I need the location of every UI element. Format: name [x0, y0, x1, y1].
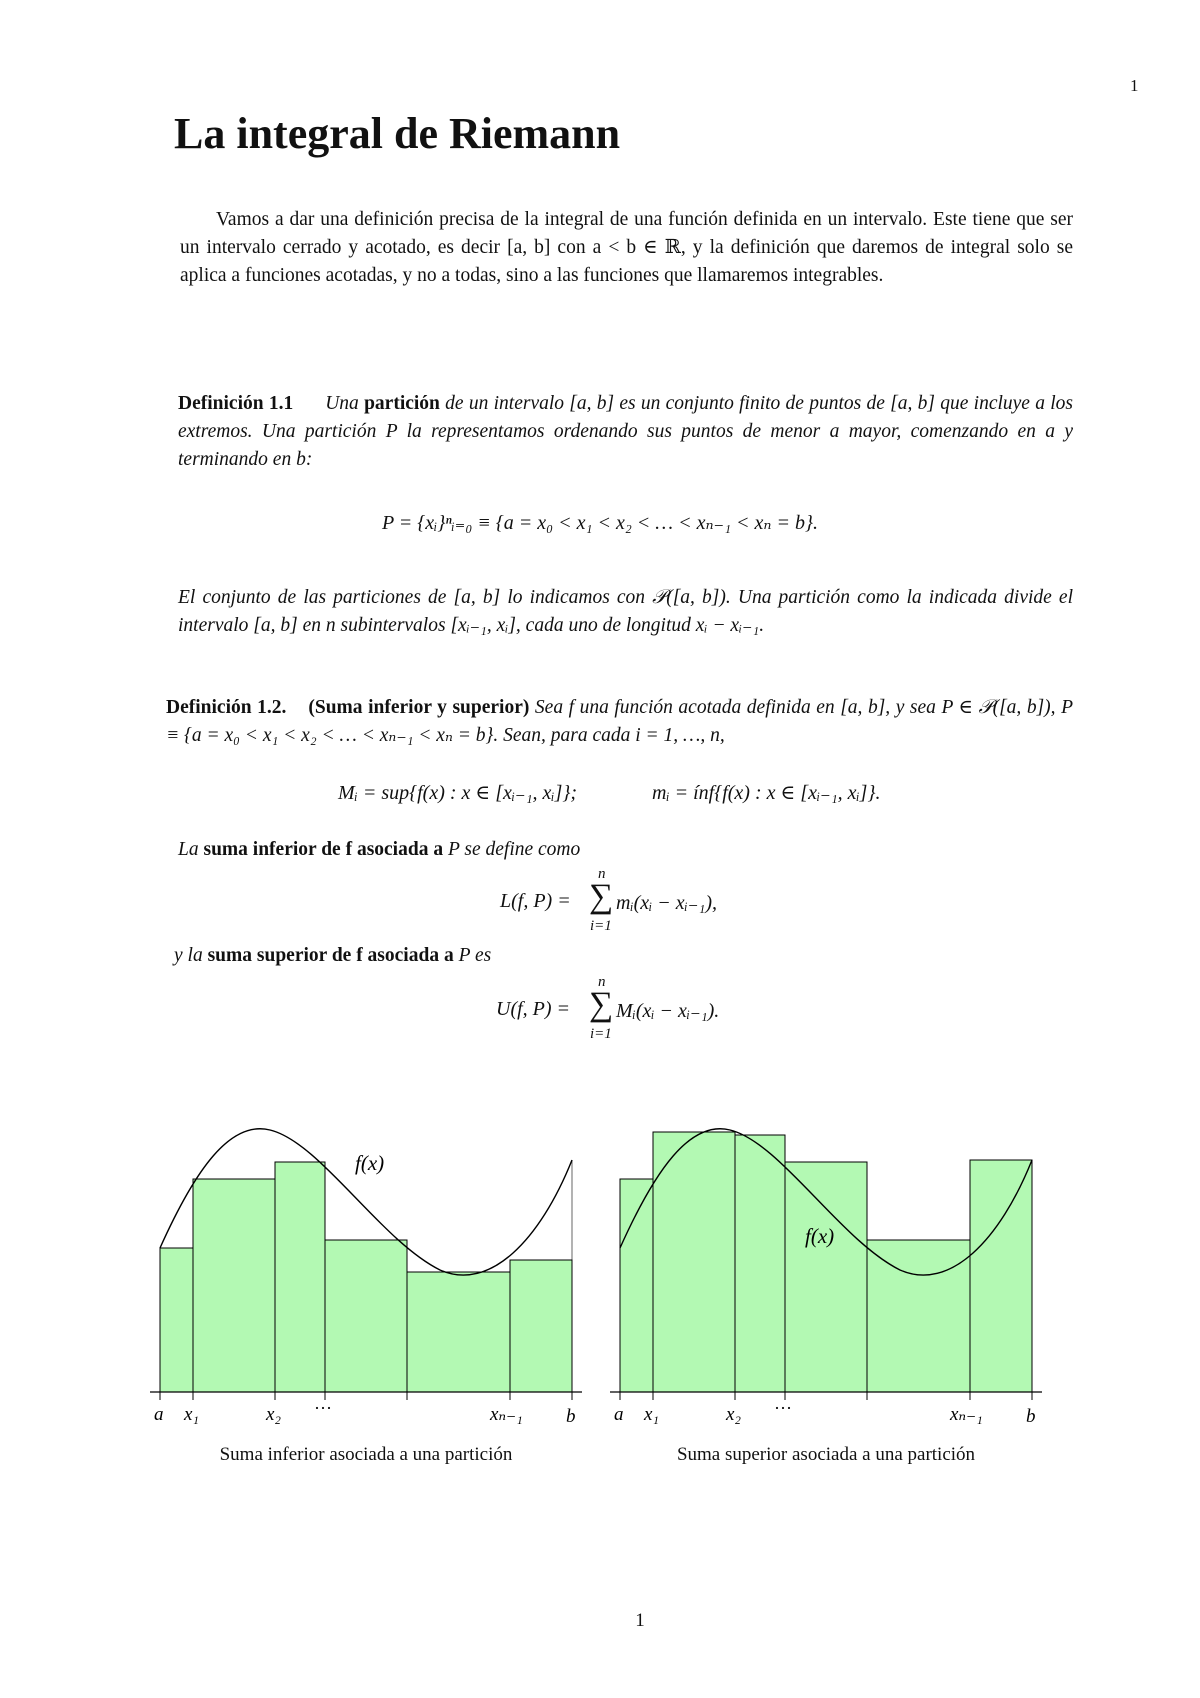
upper-bar-2 [653, 1132, 735, 1392]
sum-sign: ∑ [589, 878, 614, 915]
lower-rhs: mᵢ(xᵢ − xᵢ₋₁), [616, 892, 718, 914]
upper-term: suma superior de f asociada a [207, 945, 454, 966]
lower-bar-4 [325, 1240, 407, 1392]
upper-bar-6 [970, 1160, 1032, 1392]
lower-bar-2 [193, 1179, 275, 1392]
def1-after: El conjunto de las particiones de [a, b] lo indicamos con 𝒫([a, b]). Una partición como la indicada divide el intervalo [a, b] en n subintervalos [xᵢ₋₁, xᵢ], cada uno de longitud xᵢ − xᵢ₋₁. [178, 587, 1073, 636]
lower-tick-dots: ··· [314, 1398, 332, 1418]
sum-top-n-2: n [598, 974, 606, 990]
lower-bar-5 [407, 1272, 510, 1392]
lower-tick-xn1: xₙ₋₁ [490, 1404, 523, 1425]
sum-sign-2: ∑ [589, 986, 614, 1023]
upper-curve-label: f(x) [805, 1224, 835, 1248]
def1-text: de un intervalo [a, b] es un conjunto finito de puntos de [a, b] que incluye a los extremos. Una partición P la representamos ordenando sus puntos de menor a mayor, comenzando en a y terminando en b: [178, 393, 1073, 470]
def2-sup-equation: Mᵢ = sup{f(x) : x ∈ [xᵢ₋₁, xᵢ]}; [338, 782, 578, 804]
upper-bar-4 [785, 1162, 867, 1392]
lower-post: P se define como [443, 839, 581, 860]
upper-post: P es [453, 945, 492, 966]
lower-sum-bars [160, 1162, 572, 1392]
upper-bar-1 [620, 1179, 653, 1392]
lower-bar-3 [275, 1162, 325, 1392]
sum-bottom-2: i=1 [590, 1026, 612, 1042]
def1-label: Definición 1.1 [178, 393, 294, 414]
def1-equation: P = {xᵢ}ⁿᵢ₌₀ ≡ {a = x₀ < x₁ < x₂ < … < xₙ₋₁ < xₙ = b}. [381, 512, 819, 534]
lower-tick-x2: x₂ [266, 1404, 282, 1425]
upper-tick-x1: x₁ [644, 1404, 660, 1425]
lower-pre: La [178, 839, 204, 860]
def1-term: partición [364, 393, 440, 414]
lower-bar-6 [510, 1260, 572, 1392]
page-title: La integral de Riemann [174, 109, 621, 158]
lower-bar-1 [160, 1248, 193, 1392]
sum-bottom: i=1 [590, 918, 612, 934]
upper-lhs: U(f, P) = [496, 998, 571, 1020]
lower-tick-a: a [154, 1404, 164, 1425]
intro-paragraph: Vamos a dar una definición precisa de la integral de una función definida en un intervalo. Este tiene que ser un intervalo cerrado y acotado, es decir [a, b] con a < b ∈ ℝ, y la definición que daremos de integral solo se aplica a funciones acotadas, y no a todas, sino a las funciones que llamaremos integrables. [180, 209, 1073, 286]
upper-ticks [620, 1392, 1032, 1400]
def2-inf-equation: mᵢ = ínf{f(x) : x ∈ [xᵢ₋₁, xᵢ]}. [652, 782, 881, 804]
upper-tick-b: b [1026, 1406, 1036, 1427]
lower-figure-caption: Suma inferior asociada a una partición [219, 1444, 513, 1465]
sum-top-n: n [598, 866, 606, 882]
lower-tick-x1: x₁ [184, 1404, 200, 1425]
upper-tick-dots: ··· [774, 1398, 792, 1418]
page-number-top: 1 [1130, 76, 1139, 95]
upper-pre: y la [174, 945, 208, 966]
page-number-bottom: 1 [635, 1610, 645, 1631]
def2-name: (Suma inferior y superior) [308, 697, 530, 718]
upper-sum-bars [620, 1132, 1032, 1392]
def2-label: Definición 1.2. [166, 697, 287, 718]
lower-term: suma inferior de f asociada a [203, 839, 444, 860]
lower-curve-label: f(x) [355, 1151, 385, 1175]
upper-tick-x2: x₂ [726, 1404, 742, 1425]
def2-text: Sea f una función acotada definida en [a, b], y sea P ∈ 𝒫([a, b]), P ≡ {a = x₀ < x₁ < x₂ < … < xₙ₋₁ < xₙ = b}. Sean, para cada i = 1, …, n, [166, 697, 1073, 746]
upper-rhs: Mᵢ(xᵢ − xᵢ₋₁). [616, 1000, 720, 1022]
upper-bar-3 [735, 1135, 785, 1392]
upper-bar-5 [867, 1240, 970, 1392]
def1-pre: Una [325, 393, 365, 414]
lower-tick-b: b [566, 1406, 576, 1427]
lower-ticks [160, 1392, 572, 1400]
upper-tick-xn1: xₙ₋₁ [950, 1404, 983, 1425]
upper-tick-a: a [614, 1404, 624, 1425]
upper-figure-caption: Suma superior asociada a una partición [676, 1444, 976, 1465]
lower-lhs: L(f, P) = [500, 890, 571, 912]
